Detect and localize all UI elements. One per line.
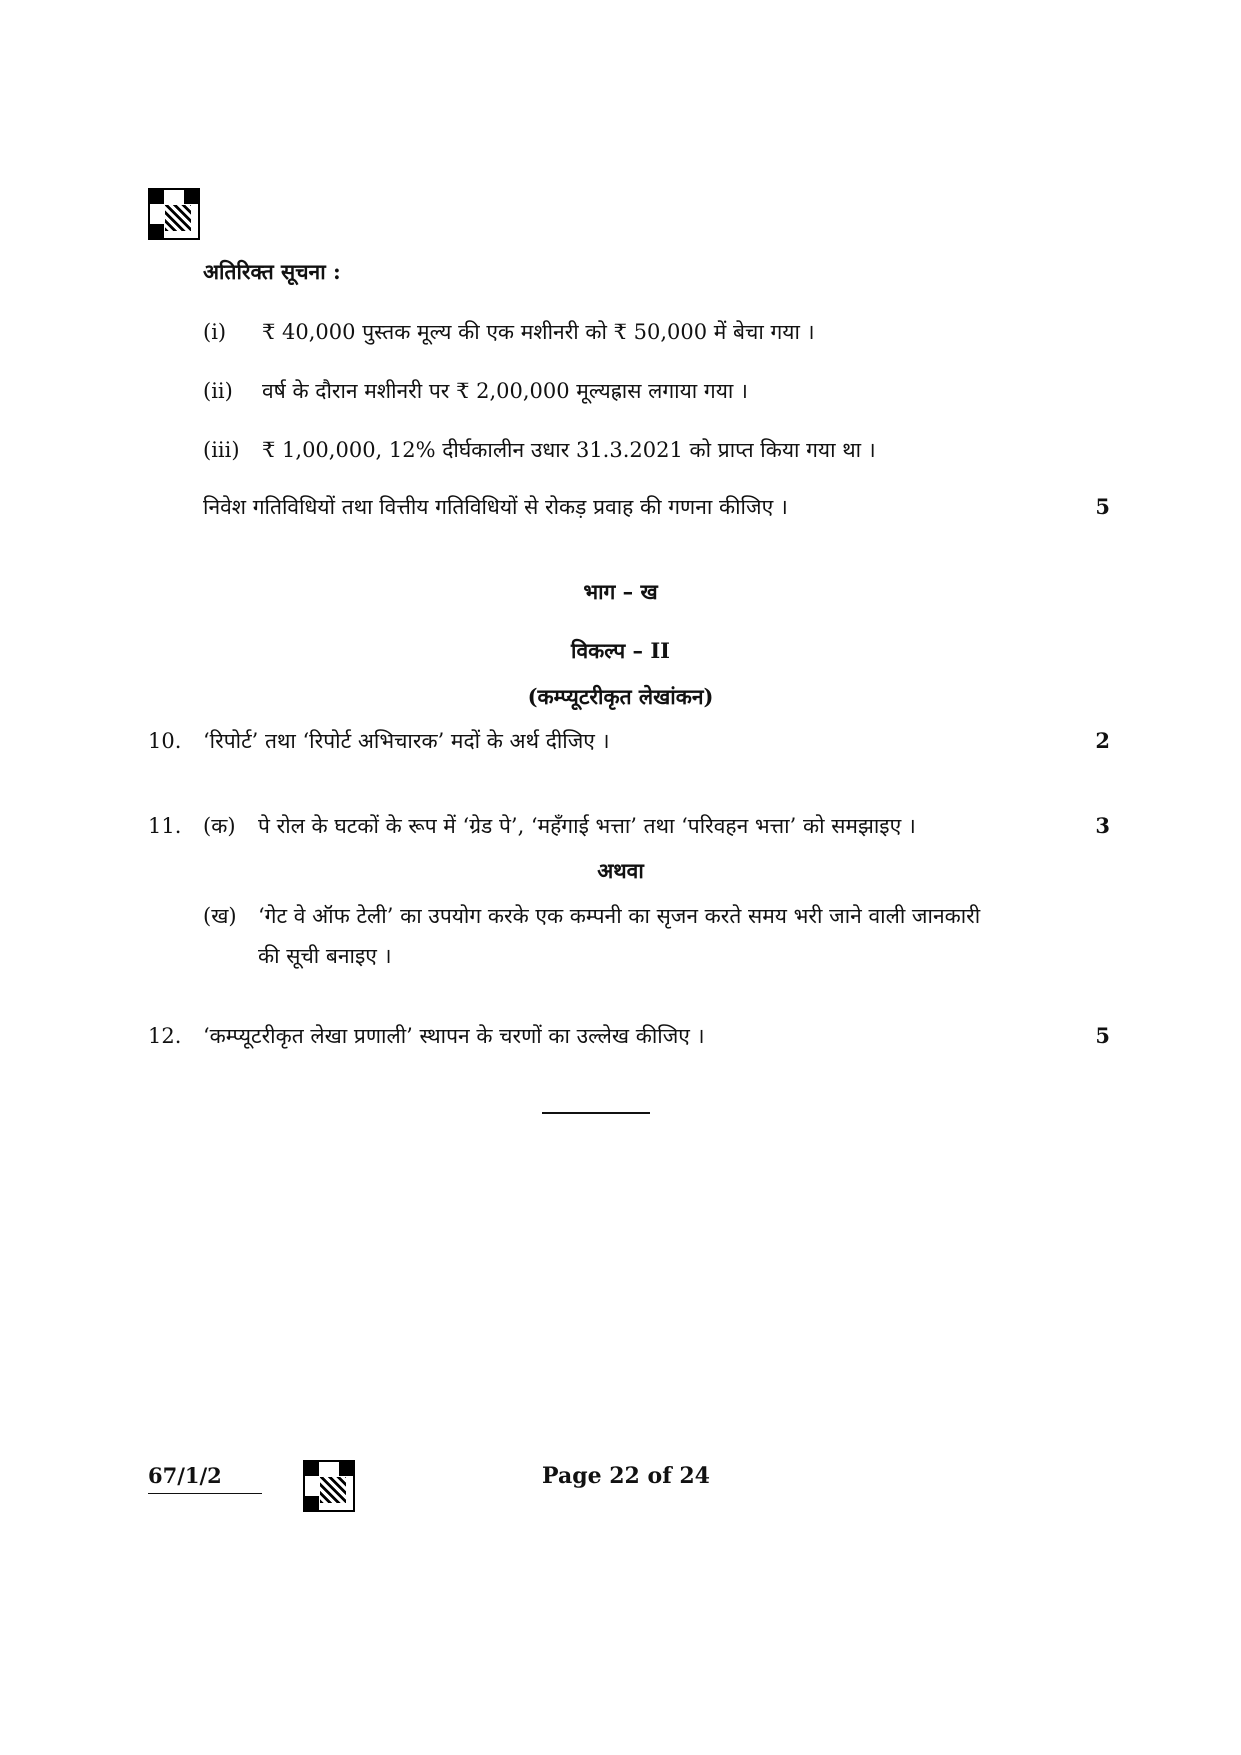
instruction-text: निवेश गतिविधियों तथा वित्तीय गतिविधियों से रोकड़ प्रवाह की गणना कीजिए । <box>203 495 788 519</box>
footer-underline <box>148 1493 262 1494</box>
option-heading: विकल्प – II <box>571 638 670 663</box>
marks: 5 <box>1095 494 1110 519</box>
question-text: ‘गेट वे ऑफ टेली’ का उपयोग करके एक कम्पनी का सृजन करते समय भरी जाने वाली जानकारी <box>258 904 981 928</box>
item-text: वर्ष के दौरान मशीनरी पर ₹ 2,00,000 मूल्यह्रास लगाया गया । <box>262 379 748 403</box>
end-divider <box>542 1112 650 1114</box>
item-number: (ii) <box>203 379 233 403</box>
sub-question-label: (ख) <box>203 904 237 928</box>
paper-code: 67/1/2 <box>148 1463 222 1488</box>
marks: 5 <box>1095 1023 1110 1048</box>
question-number: 11. <box>148 814 182 838</box>
question-number: 10. <box>148 729 182 753</box>
additional-info-heading: अतिरिक्त सूचना : <box>203 259 341 284</box>
question-text: ‘कम्प्यूटरीकृत लेखा प्रणाली’ स्थापन के चरणों का उल्लेख कीजिए । <box>203 1024 705 1048</box>
or-label: अथवा <box>597 858 644 883</box>
sub-question-label: (क) <box>203 814 236 838</box>
page-number: Page 22 of 24 <box>542 1463 710 1489</box>
qr-code-icon <box>303 1460 355 1512</box>
question-number: 12. <box>148 1024 182 1048</box>
marks: 2 <box>1095 728 1110 753</box>
item-text: ₹ 1,00,000, 12% दीर्घकालीन उधार 31.3.2021 को प्राप्त किया गया था । <box>262 438 876 462</box>
item-number: (iii) <box>203 438 240 462</box>
question-text: ‘रिपोर्ट’ तथा ‘रिपोर्ट अभिचारक’ मदों के अर्थ दीजिए । <box>203 729 610 753</box>
marks: 3 <box>1095 813 1110 838</box>
qr-code-icon <box>148 188 200 240</box>
section-subtitle: (कम्प्यूटरीकृत लेखांकन) <box>527 684 714 709</box>
question-text: की सूची बनाइए । <box>258 944 392 968</box>
question-text: पे रोल के घटकों के रूप में ‘ग्रेड पे’, ‘महँगाई भत्ता’ तथा ‘परिवहन भत्ता’ को समझाइए । <box>258 814 916 838</box>
part-heading: भाग – ख <box>583 579 658 604</box>
item-number: (i) <box>203 320 227 344</box>
item-text: ₹ 40,000 पुस्तक मूल्य की एक मशीनरी को ₹ 50,000 में बेचा गया । <box>262 320 815 344</box>
